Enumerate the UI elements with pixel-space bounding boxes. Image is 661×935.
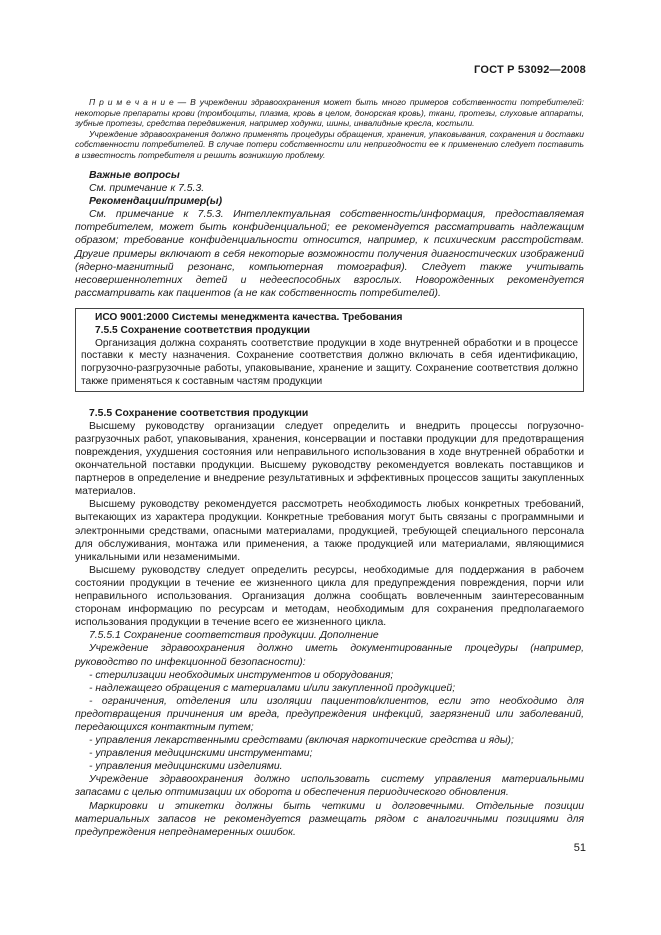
section-paragraph-4: Учреждение здравоохранения должно иметь документированные процедуры (например, руководство по инфекционной безопасности): (75, 643, 584, 668)
recommendations-heading: Рекомендации/пример(ы) (89, 196, 223, 208)
iso-box-title: ИСО 9001:2000 Системы менеджмента качества. Требования (95, 311, 403, 323)
section-paragraph-5: Учреждение здравоохранения должно использовать систему управления материальными запасами с целью оптимизации их оборота и обеспечения периодического обновления. (75, 774, 584, 799)
list-item: - управления медицинскими инструментами; (89, 748, 313, 760)
section-paragraph-1: Высшему руководству организации следует определить и внедрить процессы погрузочно-разгрузочных работ, упаковывания, хранения, консервации и поставки продукции для предотвращения повреждения, ухудшения состояния или неправильного использования в ходе внутренней обработки и окончательной поставки продукции. Высшему руководству рекомендуется вовлекать поставщиков и партнеров в определение и внедрение результативных и эффективных процессов защиты закупленных материалов. (75, 420, 584, 498)
section-heading: 7.5.5 Сохранение соответствия продукции (89, 407, 309, 419)
page-content (75, 97, 584, 839)
subsection-heading: 7.5.5.1 Сохранение соответствия продукции. Дополнение (89, 630, 379, 642)
note-paragraph (75, 97, 584, 129)
iso-requirements-box (75, 308, 584, 392)
important-see: См. примечание к 7.5.3. (89, 183, 205, 195)
list-item: - управления лекарственными средствами (включая наркотические средства и яды); (89, 735, 514, 747)
note-label: П р и м е ч а н и е (89, 97, 174, 107)
recommendations-text: См. примечание к 7.5.3. Интеллектуальная собственность/информация, предоставляемая потребителем, может быть конфиденциальной; ее рекомендуется рассматривать надлежащим образом; требование конфиденциальности относится, например, к психическим расстройствам. Другие примеры включают в себя некоторые возможности получения диагностических изображений (ядерно-магнитный резонанс, компьютерная томография). Следует также учитывать несовершеннолетних детей и недееспособных взрослых. Новорожденных рекомендуется рассматривать как пациентов (а не как собственность потребителей). (75, 209, 584, 299)
iso-box-subtitle: 7.5.5 Сохранение соответствия продукции (95, 324, 311, 336)
page-number: 51 (573, 842, 586, 854)
note-text: — В учреждении здравоохранения может быть много примеров собственности потребителей: некоторые препараты крови (тромбоциты, плазма, кровь в целом, донорская кровь), ткани, протезы, слуховые аппараты, зубные протезы, средства передвижения, например ходунки, шины, инвалидные кресла, костыли. (75, 97, 584, 128)
iso-box-text: Организация должна сохранять соответствие продукции в ходе внутренней обработки и в процессе поставки к месту назначения. Сохранение соответствия должно включать в себя идентификацию, погрузочно-разгрузочные работы, упаковывание, хранение и защиту. Сохранение соответствия должно также применяться к составным частям продукции (81, 337, 578, 387)
list-item: - стерилизации необходимых инструментов и оборудования; (89, 669, 394, 681)
list-item: - надлежащего обращения с материалами и/или закупленной продукцией; (89, 682, 456, 694)
important-heading: Важные вопросы (89, 170, 180, 181)
document-code: ГОСТ Р 53092—2008 (474, 64, 586, 76)
list-item: - управления медицинскими изделиями. (89, 761, 283, 773)
note-paragraph-2: Учреждение здравоохранения должно применять процедуры обращения, хранения, упаковывания, сохранения и доставки собственности потребителей. В случае потери собственности или непригодности ее к применению следует поставить в известность потребителя и решить возникшую проблему. (75, 128, 584, 160)
list-item: - ограничения, отделения или изоляции пациентов/клиентов, если это необходимо для предотвращения причинения им вреда, предупреждения инфекций, загрязнений или заболеваний, передающихся контактным путем; (75, 695, 584, 733)
section-paragraph-2: Высшему руководству рекомендуется рассмотреть необходимость любых конкретных требований, вытекающих из характера продукции. Конкретные требования могут быть связаны с программными и электронными средствами, опасными материалами, продукцией, требующей специального персонала для обслуживания, монтажа или применения, а также продукцией или материалами, являющимися уникальными или незаменимыми. (75, 499, 584, 563)
section-paragraph-3: Высшему руководству следует определить ресурсы, необходимые для поддержания в рабочем состоянии продукции в течение ее жизненного цикла для предупреждения повреждения, порчи или неправильного использования. Организация должна сообщать вовлеченным заинтересованным сторонам информацию по ресурсам и методам, необходимым для сохранения предполагаемого использования продукции в течение всего ее жизненного цикла. (75, 564, 584, 629)
section-paragraph-6: Маркировки и этикетки должны быть четкими и долговечными. Отдельные позиции материальных запасов не рекомендуется размещать рядом с аналогичными позициями для предупреждения непреднамеренных ошибок. (75, 800, 584, 838)
